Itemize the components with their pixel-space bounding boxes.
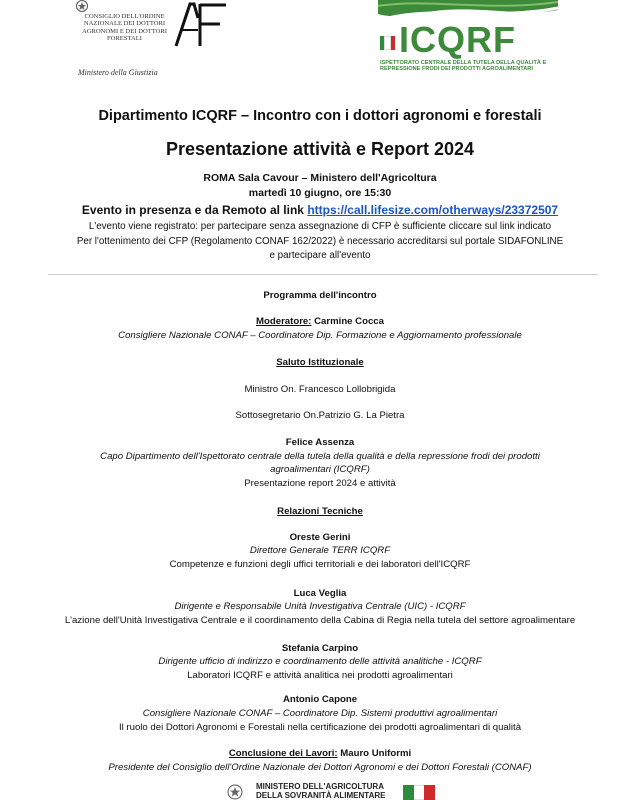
undersecretary-line: Sottosegretario On.Patrizio G. La Pietra <box>235 410 405 421</box>
event-location: ROMA Sala Cavour – Ministero dell'Agricoltura <box>203 172 437 184</box>
presence-label: Evento in presenza e da Remoto al link <box>81 203 304 217</box>
conclusion-name: Mauro Uniformi <box>340 748 412 759</box>
header <box>0 0 640 80</box>
speaker-topic: L'azione dell'Unità Investigativa Centrale e il coordinamento della Cabina di Regia nella tutela del settore agroalimentare <box>64 615 576 626</box>
italian-flag-icon <box>403 785 435 800</box>
speaker-name: Stefania Carpino <box>281 643 359 654</box>
footer-ministry-line: DELLA SOVRANITÀ ALIMENTARE <box>256 791 386 800</box>
republic-emblem-icon <box>72 0 92 14</box>
speaker-name: Felice Assenza <box>285 437 355 448</box>
remote-link[interactable]: https://call.lifesize.com/otherways/23372507 <box>307 203 559 217</box>
conclusion-line <box>40 748 600 759</box>
speaker-role: Dirigente ufficio di indirizzo e coordinamento delle attività analitiche - ICQRF <box>158 656 482 667</box>
divider <box>48 274 598 275</box>
speaker-topic: Laboratori ICQRF e attività analitica nei prodotti agroalimentari <box>187 670 453 681</box>
speaker-role: Direttore Generale TERR ICQRF <box>249 545 391 556</box>
registration-note: L'evento viene registrato: per partecipare senza assegnazione di CFP è sufficiente cliccare sul link indicato <box>88 221 552 232</box>
republic-emblem-icon <box>222 782 248 800</box>
speaker-topic: Il ruolo dei Dottori Agronomi e Forestali nella certificazione dei prodotti agroalimentari di qualità <box>118 722 522 733</box>
moderator-role: Consigliere Nazionale CONAF – Coordinatore Dip. Formazione e Aggiornamento professionale <box>118 330 522 341</box>
tech-heading: Relazioni Tecniche <box>277 506 363 517</box>
footer-ministry-line: MINISTERO DELL'AGRICOLTURA <box>256 782 384 791</box>
ministry-label: Ministero della Giustizia <box>78 68 158 77</box>
speaker-role: Capo Dipartimento dell'Ispettorato centrale della tutela della qualità e della repressione frodi dei prodotti <box>100 451 540 462</box>
speaker-topic: Presentazione report 2024 e attività <box>244 478 396 489</box>
speaker-topic: Competenze e funzioni degli uffici territoriali e dei laboratori dell'ICQRF <box>169 559 471 570</box>
conclusion-label: Conclusione dei Lavori: <box>228 748 338 759</box>
moderator-label: Moderatore: <box>256 316 312 327</box>
greeting-heading: Saluto Istituzionale <box>276 357 364 368</box>
department-title: Dipartimento ICQRF – Incontro con i dottori agronomi e forestali <box>98 108 542 124</box>
conaf-logo-icon <box>168 0 238 48</box>
cfp-note-continued: e partecipare all'evento <box>269 250 371 261</box>
cfp-note: Per l'ottenimento dei CFP (Regolamento CONAF 162/2022) è necessario accreditarsi sul portale SIDAFONLINE <box>76 236 564 247</box>
icqrf-logo: ICQRF <box>399 19 516 60</box>
moderator-name: Carmine Cocca <box>314 316 384 327</box>
event-date: martedì 10 giugno, ore 15:30 <box>248 187 392 199</box>
page-title: Presentazione attività e Report 2024 <box>165 139 475 159</box>
footer-ministry <box>256 782 406 800</box>
speaker-role: Dirigente e Responsabile Unità Investigativa Centrale (UIC) - ICQRF <box>174 601 466 612</box>
program-heading: Programma dell'incontro <box>263 290 377 301</box>
event-mode <box>40 203 600 217</box>
icqrf-subtitle: ISPETTORATO CENTRALE DELLA TUTELA DELLA QUALITÀ E REPRESSIONE FRODI DEI PRODOTTI AGROALIMENTARI <box>380 60 547 73</box>
speaker-name: Luca Veglia <box>293 588 347 599</box>
speaker-role: Consigliere Nazionale CONAF – Coordinatore Dip. Sistemi produttivi agroalimentari <box>142 708 498 719</box>
speaker-name: Oreste Gerini <box>289 532 351 543</box>
italian-flag-icon <box>380 36 395 50</box>
minister-line: Ministro On. Francesco Lollobrigida <box>244 384 396 395</box>
conaf-name: CONSIGLIO DELL'ORDINE NAZIONALE DEI DOTTORI AGRONOMI E DEI DOTTORI FORESTALI <box>81 13 168 43</box>
moderator-line <box>40 316 600 327</box>
conclusion-role: Presidente del Consiglio dell'Ordine Nazionale dei Dottori Agronomi e dei Dottori Forestali (CONAF) <box>108 762 532 773</box>
speaker-name: Antonio Capone <box>282 694 358 705</box>
speaker-role-continued: agroalimentari (ICQRF) <box>270 464 370 475</box>
